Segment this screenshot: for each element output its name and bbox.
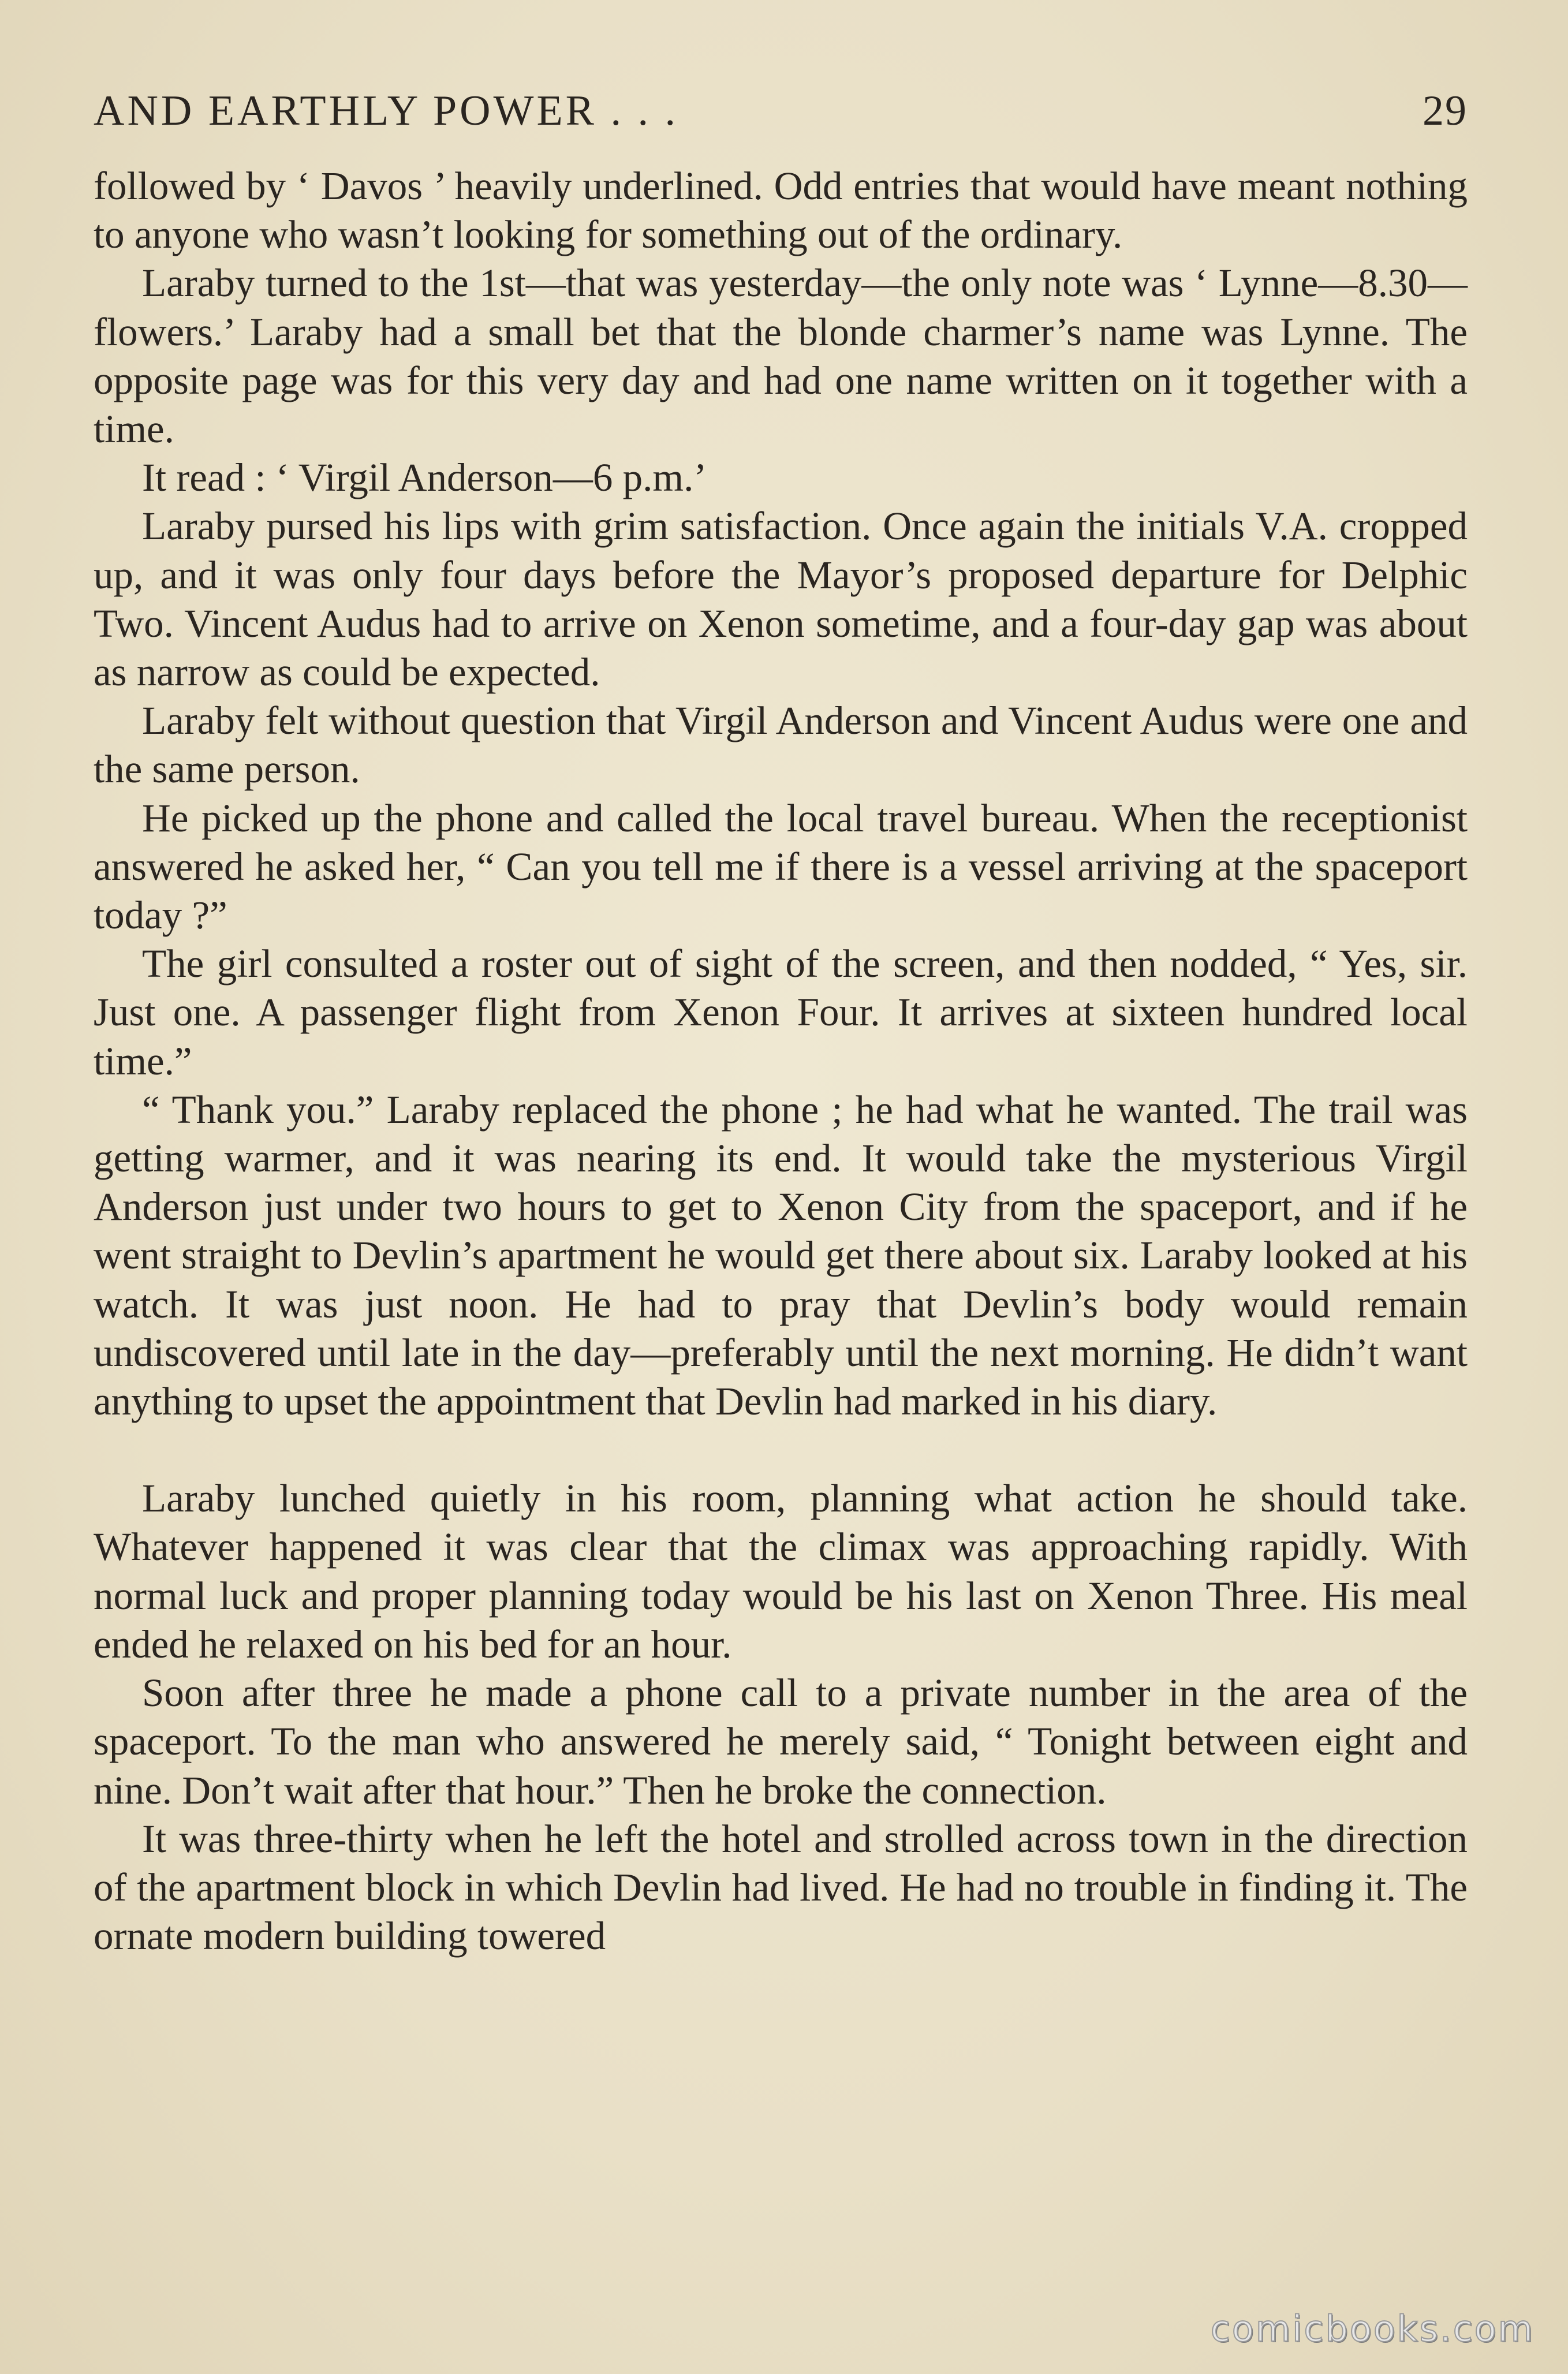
paragraph: Soon after three he made a phone call to a private number in the area of the spaceport. To the man who answered he merely said, “ Tonight between eight and nine. Don’t wait after that hour.” Then he broke the connection. — [94, 1671, 1468, 1812]
paragraph: “ Thank you.” Laraby replaced the phone ; he had what he wanted. The trail was getting warmer, and it was nearing its end. It would take the mysterious Virgil Anderson just under two hours to get to Xenon City from the spaceport, and if he went straight to Devlin’s apartment he would get there about six. Laraby looked at his watch. It was just noon. He had to pray that Devlin’s body would remain undiscovered until late in the day—preferably until the next morning. He didn’t want anything to upset the appointment that Devlin had marked in his diary. — [94, 1087, 1468, 1424]
page-number: 29 — [1423, 87, 1468, 135]
paragraph: It was three-thirty when he left the hotel and strolled across town in the direction of the apartment block in which Devlin had lived. He had no trouble in finding it. The ornate modern building towered — [94, 1816, 1468, 1958]
paragraph: He picked up the phone and called the local travel bureau. When the receptionist answered he asked her, “ Can you tell me if there is a vessel arriving at the spaceport today ?” — [94, 796, 1468, 938]
watermark: comicbooks.com — [1210, 2308, 1535, 2350]
paragraph-after-break: Laraby lunched quietly in his room, planning what action he should take. Whatever happened it was clear that the climax was approaching rapidly. With normal luck and proper planning today would be his last on Xenon Three. His meal ended he relaxed on his bed for an hour. — [94, 1476, 1468, 1666]
running-head — [94, 87, 1468, 150]
paragraph: The girl consulted a roster out of sight of the screen, and then nodded, “ Yes, sir. Just one. A passenger flight from Xenon Four. It arrives at sixteen hundred local time.” — [94, 942, 1468, 1083]
paragraph-continued: followed by ‘ Davos ’ heavily underlined. Odd entries that would have meant nothing to anyone who wasn’t looking for something out of the ordinary. — [94, 164, 1468, 257]
page-content — [94, 87, 1468, 1960]
paragraph: It read : ‘ Virgil Anderson—6 p.m.’ — [142, 456, 707, 500]
body-text — [94, 162, 1468, 1960]
paragraph: Laraby felt without question that Virgil Anderson and Vincent Audus were one and the same person. — [94, 699, 1468, 792]
paragraph: Laraby pursed his lips with grim satisfaction. Once again the initials V.A. cropped up, and it was only four days before the Mayor’s proposed departure for Delphic Two. Vincent Audus had to arrive on Xenon sometime, and a four-day gap was about as narrow as could be expected. — [94, 504, 1468, 695]
paragraph: Laraby turned to the 1st—that was yesterday—the only note was ‘ Lynne—8.30—flowers.’ Laraby had a small bet that the blonde charmer’s name was Lynne. The opposite page was for this very day and had one name written on it together with a time. — [94, 261, 1468, 451]
running-title: AND EARTHLY POWER . . . — [94, 87, 679, 135]
